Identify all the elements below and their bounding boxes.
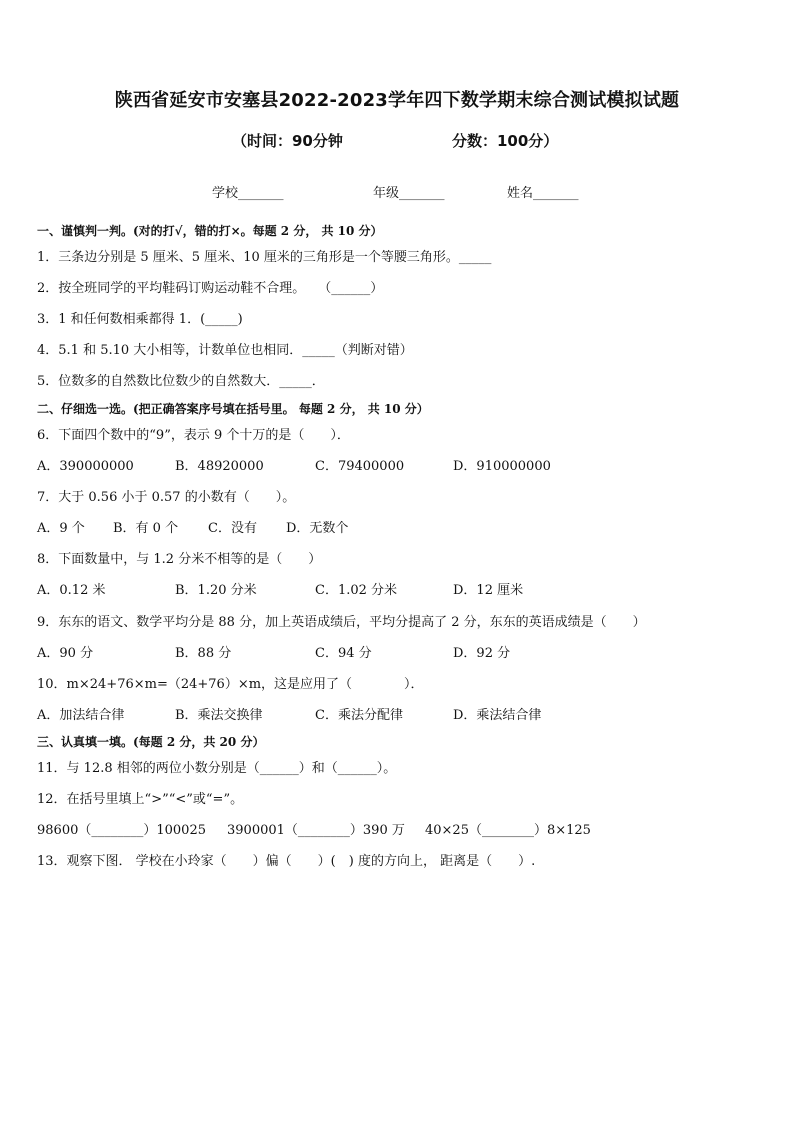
q7-option-a: A．9 个: [37, 521, 85, 536]
question-8: 8．下面数量中，与 1.2 分米不相等的是（ ）: [37, 552, 322, 567]
question-2: 2．按全班同学的平均鞋码订购运动鞋不合理。 （______）: [37, 281, 384, 296]
section-2-heading: 二、仔细选一选。(把正确答案序号填在括号里。 每题 2 分， 共 10 分）: [37, 402, 429, 416]
q9-option-d: D．92 分: [453, 646, 511, 661]
q7-option-b: B．有 0 个: [113, 521, 179, 536]
question-7: 7．大于 0.56 小于 0.57 的小数有（ ）。: [37, 490, 296, 505]
question-4: 4．5.1 和 5.10 大小相等，计数单位也相同．_____（判断对错）: [37, 343, 413, 358]
q9-option-b: B．88 分: [175, 646, 232, 661]
q9-option-c: C．94 分: [315, 646, 372, 661]
q8-option-a: A．0.12 米: [37, 583, 106, 598]
school-field: 学校_______: [212, 186, 284, 201]
question-1: 1．三条边分别是 5 厘米、5 厘米、10 厘米的三角形是一个等腰三角形。_____: [37, 250, 492, 265]
q9-option-a: A．90 分: [37, 646, 94, 661]
q12-item-2: 3900001（________）390 万: [227, 823, 405, 838]
time-label: （时间：90分钟: [232, 132, 343, 150]
section-3-heading: 三、认真填一填。(每题 2 分，共 20 分）: [37, 735, 265, 749]
question-9: 9．东东的语文、数学平均分是 88 分，加上英语成绩后，平均分提高了 2 分，东东的英语成绩是（ ）: [37, 615, 646, 630]
q10-option-d: D．乘法结合律: [453, 708, 542, 723]
q6-option-c: C．79400000: [315, 459, 405, 474]
grade-field: 年级_______: [373, 186, 445, 201]
q10-option-a: A．加法结合律: [37, 708, 125, 723]
q6-option-a: A．390000000: [37, 459, 134, 474]
question-11: 11．与 12.8 相邻的两位小数分别是（______）和（______）。: [37, 761, 397, 776]
score-label: 分数：100分）: [452, 132, 559, 150]
question-10: 10．m×24+76×m=（24+76）×m，这是应用了（ ）．: [37, 677, 424, 692]
question-13: 13．观察下图． 学校在小玲家（ ）偏（ ）( ) 度的方向上， 距离是（ ）.: [37, 854, 536, 869]
q12-item-1: 98600（________）100025: [37, 823, 206, 838]
q6-option-d: D．910000000: [453, 459, 551, 474]
page-title: 陕西省延安市安塞县2022-2023学年四下数学期末综合测试模拟试题: [114, 90, 680, 111]
q8-option-d: D．12 厘米: [453, 583, 524, 598]
q10-option-b: B．乘法交换律: [175, 708, 263, 723]
q8-option-c: C．1.02 分米: [315, 583, 398, 598]
section-1-heading: 一、谨慎判一判。(对的打√，错的打×。每题 2 分， 共 10 分）: [37, 224, 383, 238]
q10-option-c: C．乘法分配律: [315, 708, 403, 723]
question-6: 6．下面四个数中的“9”，表示 9 个十万的是（ ）．: [37, 428, 350, 443]
question-3: 3．1 和任何数相乘都得 1．(_____): [37, 312, 243, 327]
q7-option-d: D．无数个: [286, 521, 349, 536]
question-12: 12．在括号里填上“>”“<”或“=”。: [37, 792, 244, 807]
question-5: 5．位数多的自然数比位数少的自然数大．_____．: [37, 374, 325, 389]
q7-option-c: C．没有: [208, 521, 257, 536]
q8-option-b: B．1.20 分米: [175, 583, 257, 598]
q6-option-b: B．48920000: [175, 459, 264, 474]
name-field: 姓名_______: [507, 186, 579, 201]
q12-item-3: 40×25（________）8×125: [425, 823, 591, 838]
